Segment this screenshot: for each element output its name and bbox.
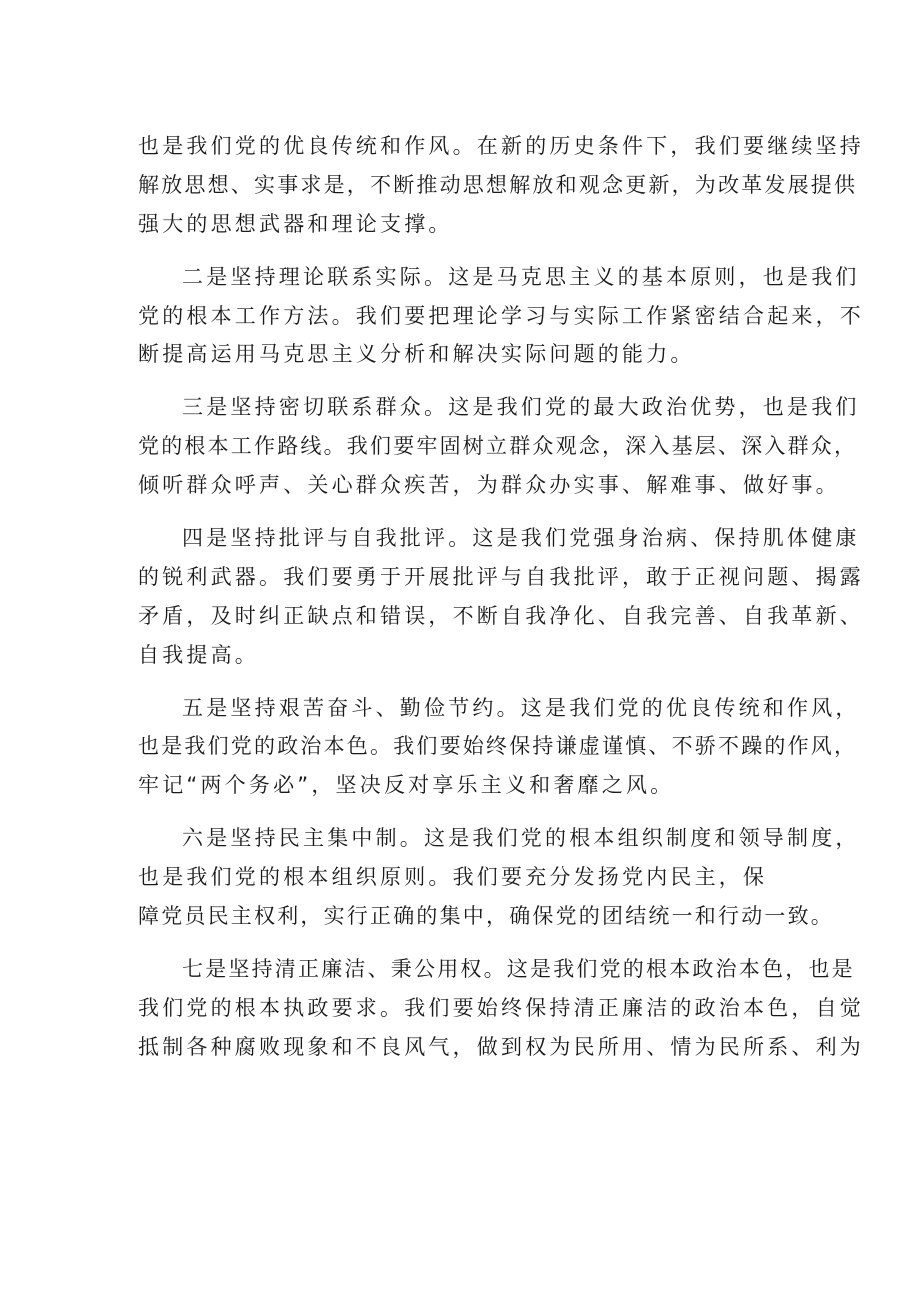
text-line: 也是我们党的优良传统和作风。在新的历史条件下，我们要继续坚持 [138,134,864,158]
text-line: 六是坚持民主集中制。这是我们党的根本组织制度和领导制度， [182,826,860,851]
text-line: 七是坚持清正廉洁、秉公用权。这是我们党的根本政治本色，也是 [182,956,855,981]
paragraph-point-2 [138,258,864,375]
text-line: 也是我们党的政治本色。我们要始终保持谦虚谨慎、不骄不躁的作风， [138,734,858,759]
text-line: 也是我们党的根本组织原则。我们要充分发扬党内民主，保 [138,865,768,890]
text-line: 我们党的根本执政要求。我们要始终保持清正廉洁的政治本色，自觉 [138,995,864,1020]
text-line: 断提高运用马克思主义分析和解决实际问题的能力。 [138,342,695,367]
paragraph-point-3 [138,388,860,505]
paragraph-point-4 [138,519,864,675]
text-line: 党的根本工作路线。我们要牢固树立群众观念，深入基层、深入群众， [138,434,858,459]
paragraph-point-5 [138,689,860,806]
paragraph-point-6 [138,819,860,936]
text-line: 的锐利武器。我们要勇于开展批评与自我批评，敢于正视问题、揭露 [138,564,864,589]
text-line: 牢记“两个务必”，坚决反对享乐主义和奢靡之风。 [138,773,675,798]
text-line: 党的根本工作方法。我们要把理论学习与实际工作紧密结合起来，不 [138,303,864,328]
text-line: 障党员民主权利，实行正确的集中，确保党的团结统一和行动一致。 [138,904,834,929]
text-line: 解放思想、实事求是，不断推动思想解放和观念更新，为改革发展提供 [138,172,858,197]
text-line: 三是坚持密切联系群众。这是我们党的最大政治优势，也是我们 [182,395,860,420]
text-line: 倾听群众呼声、关心群众疾苦，为群众办实事、解难事、做好事。 [138,473,840,498]
text-line: 强大的思想武器和理论支撑。 [138,211,453,236]
paragraph-point-7 [138,950,864,1067]
text-line: 矛盾，及时纠正缺点和错误，不断自我净化、自我完善、自我革新、 [138,603,864,628]
text-line: 二是坚持理论联系实际。这是马克思主义的基本原则，也是我们 [182,264,860,289]
paragraph-continued [138,127,864,244]
text-line: 五是坚持艰苦奋斗、勤俭节约。这是我们党的优良传统和作风， [182,695,860,720]
text-line: 抵制各种腐败现象和不良风气，做到权为民所用、情为民所系、利为 [138,1034,864,1059]
text-line: 四是坚持批评与自我批评。这是我们党强身治病、保持肌体健康 [182,526,860,551]
document-body [138,127,864,1067]
text-line: 自我提高。 [138,642,259,667]
